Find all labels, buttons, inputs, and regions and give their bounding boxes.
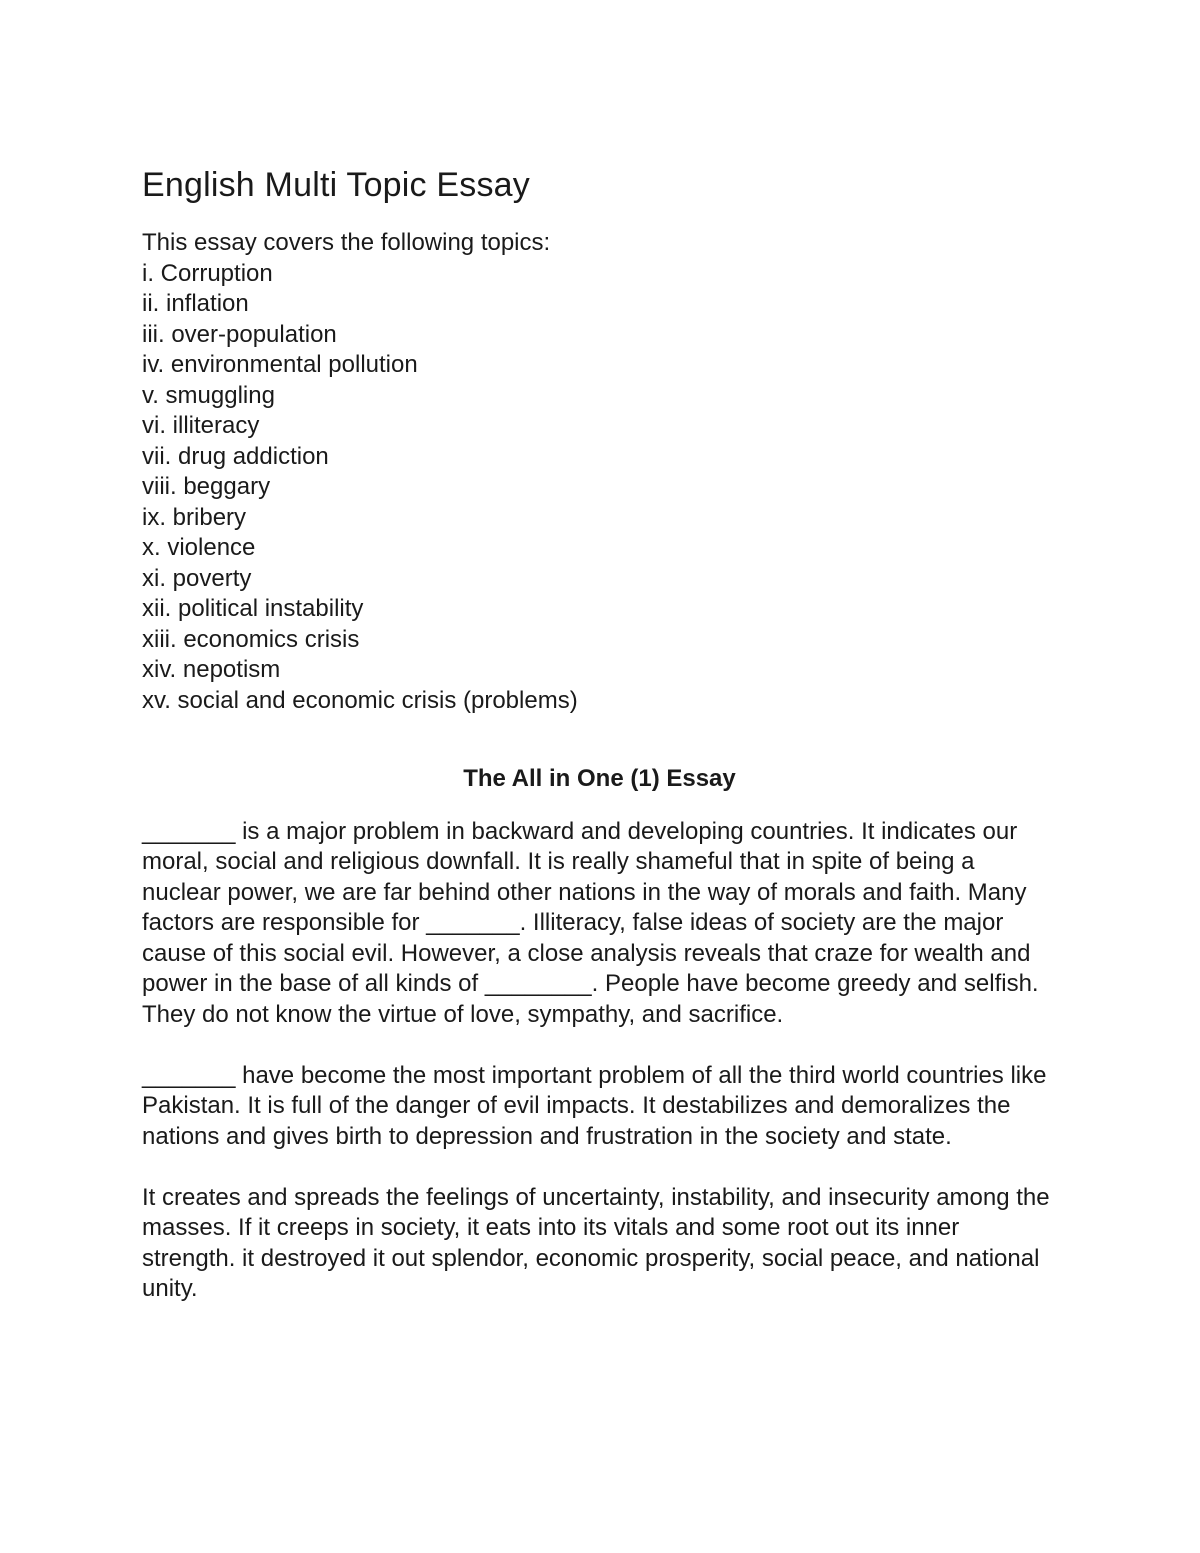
paragraph: It creates and spreads the feelings of uncertainty, instability, and insecurity among the masses. If it creeps in society, it eats into its vitals and some root out its inner strength. it destroyed it out splendor, economic prosperity, social peace, and national unity.	[142, 1183, 1050, 1302]
list-item: xii. political instability	[142, 595, 364, 622]
list-item: ii. inflation	[142, 290, 249, 317]
list-item: ix. bribery	[142, 503, 247, 531]
topic-list	[142, 259, 1057, 717]
list-item: x. violence	[142, 534, 256, 561]
list-item: xiii. economics crisis	[142, 625, 360, 653]
list-item: iv. environmental pollution	[142, 351, 418, 378]
paragraph: _______ is a major problem in backward and developing countries. It indicates our moral, social and religious downfall. It is really shameful that in spite of being a nuclear power, we are far behind other nations in the way of morals and faith. Many factors are responsible for _______. Illiteracy, false ideas of society are the major cause of this social evil. However, a close analysis reveals that craze for wealth and power in the base of all kinds of ________. People have become greedy and selfish. They do not know the virtue of love, sympathy, and sacrifice.	[142, 817, 1039, 1028]
list-item: vii. drug addiction	[142, 442, 329, 470]
section-heading: The All in One (1) Essay	[463, 765, 736, 792]
list-item: xi. poverty	[142, 564, 252, 592]
list-item: viii. beggary	[142, 473, 271, 500]
list-item: xv. social and economic crisis (problems)	[142, 686, 578, 714]
topics-intro: This essay covers the following topics:	[142, 229, 551, 256]
document-page	[142, 160, 1057, 1335]
list-item: iii. over-population	[142, 320, 337, 348]
paragraph: _______ have become the most important problem of all the third world countries like Pakistan. It is full of the danger of evil impacts. It destabilizes and demoralizes the nations and gives birth to depression and frustration in the society and state.	[142, 1061, 1047, 1150]
list-item: v. smuggling	[142, 381, 275, 409]
list-item: vi. illiteracy	[142, 412, 260, 439]
list-item: i. Corruption	[142, 259, 273, 287]
list-item: xiv. nepotism	[142, 656, 281, 683]
document-title: English Multi Topic Essay	[142, 166, 530, 204]
